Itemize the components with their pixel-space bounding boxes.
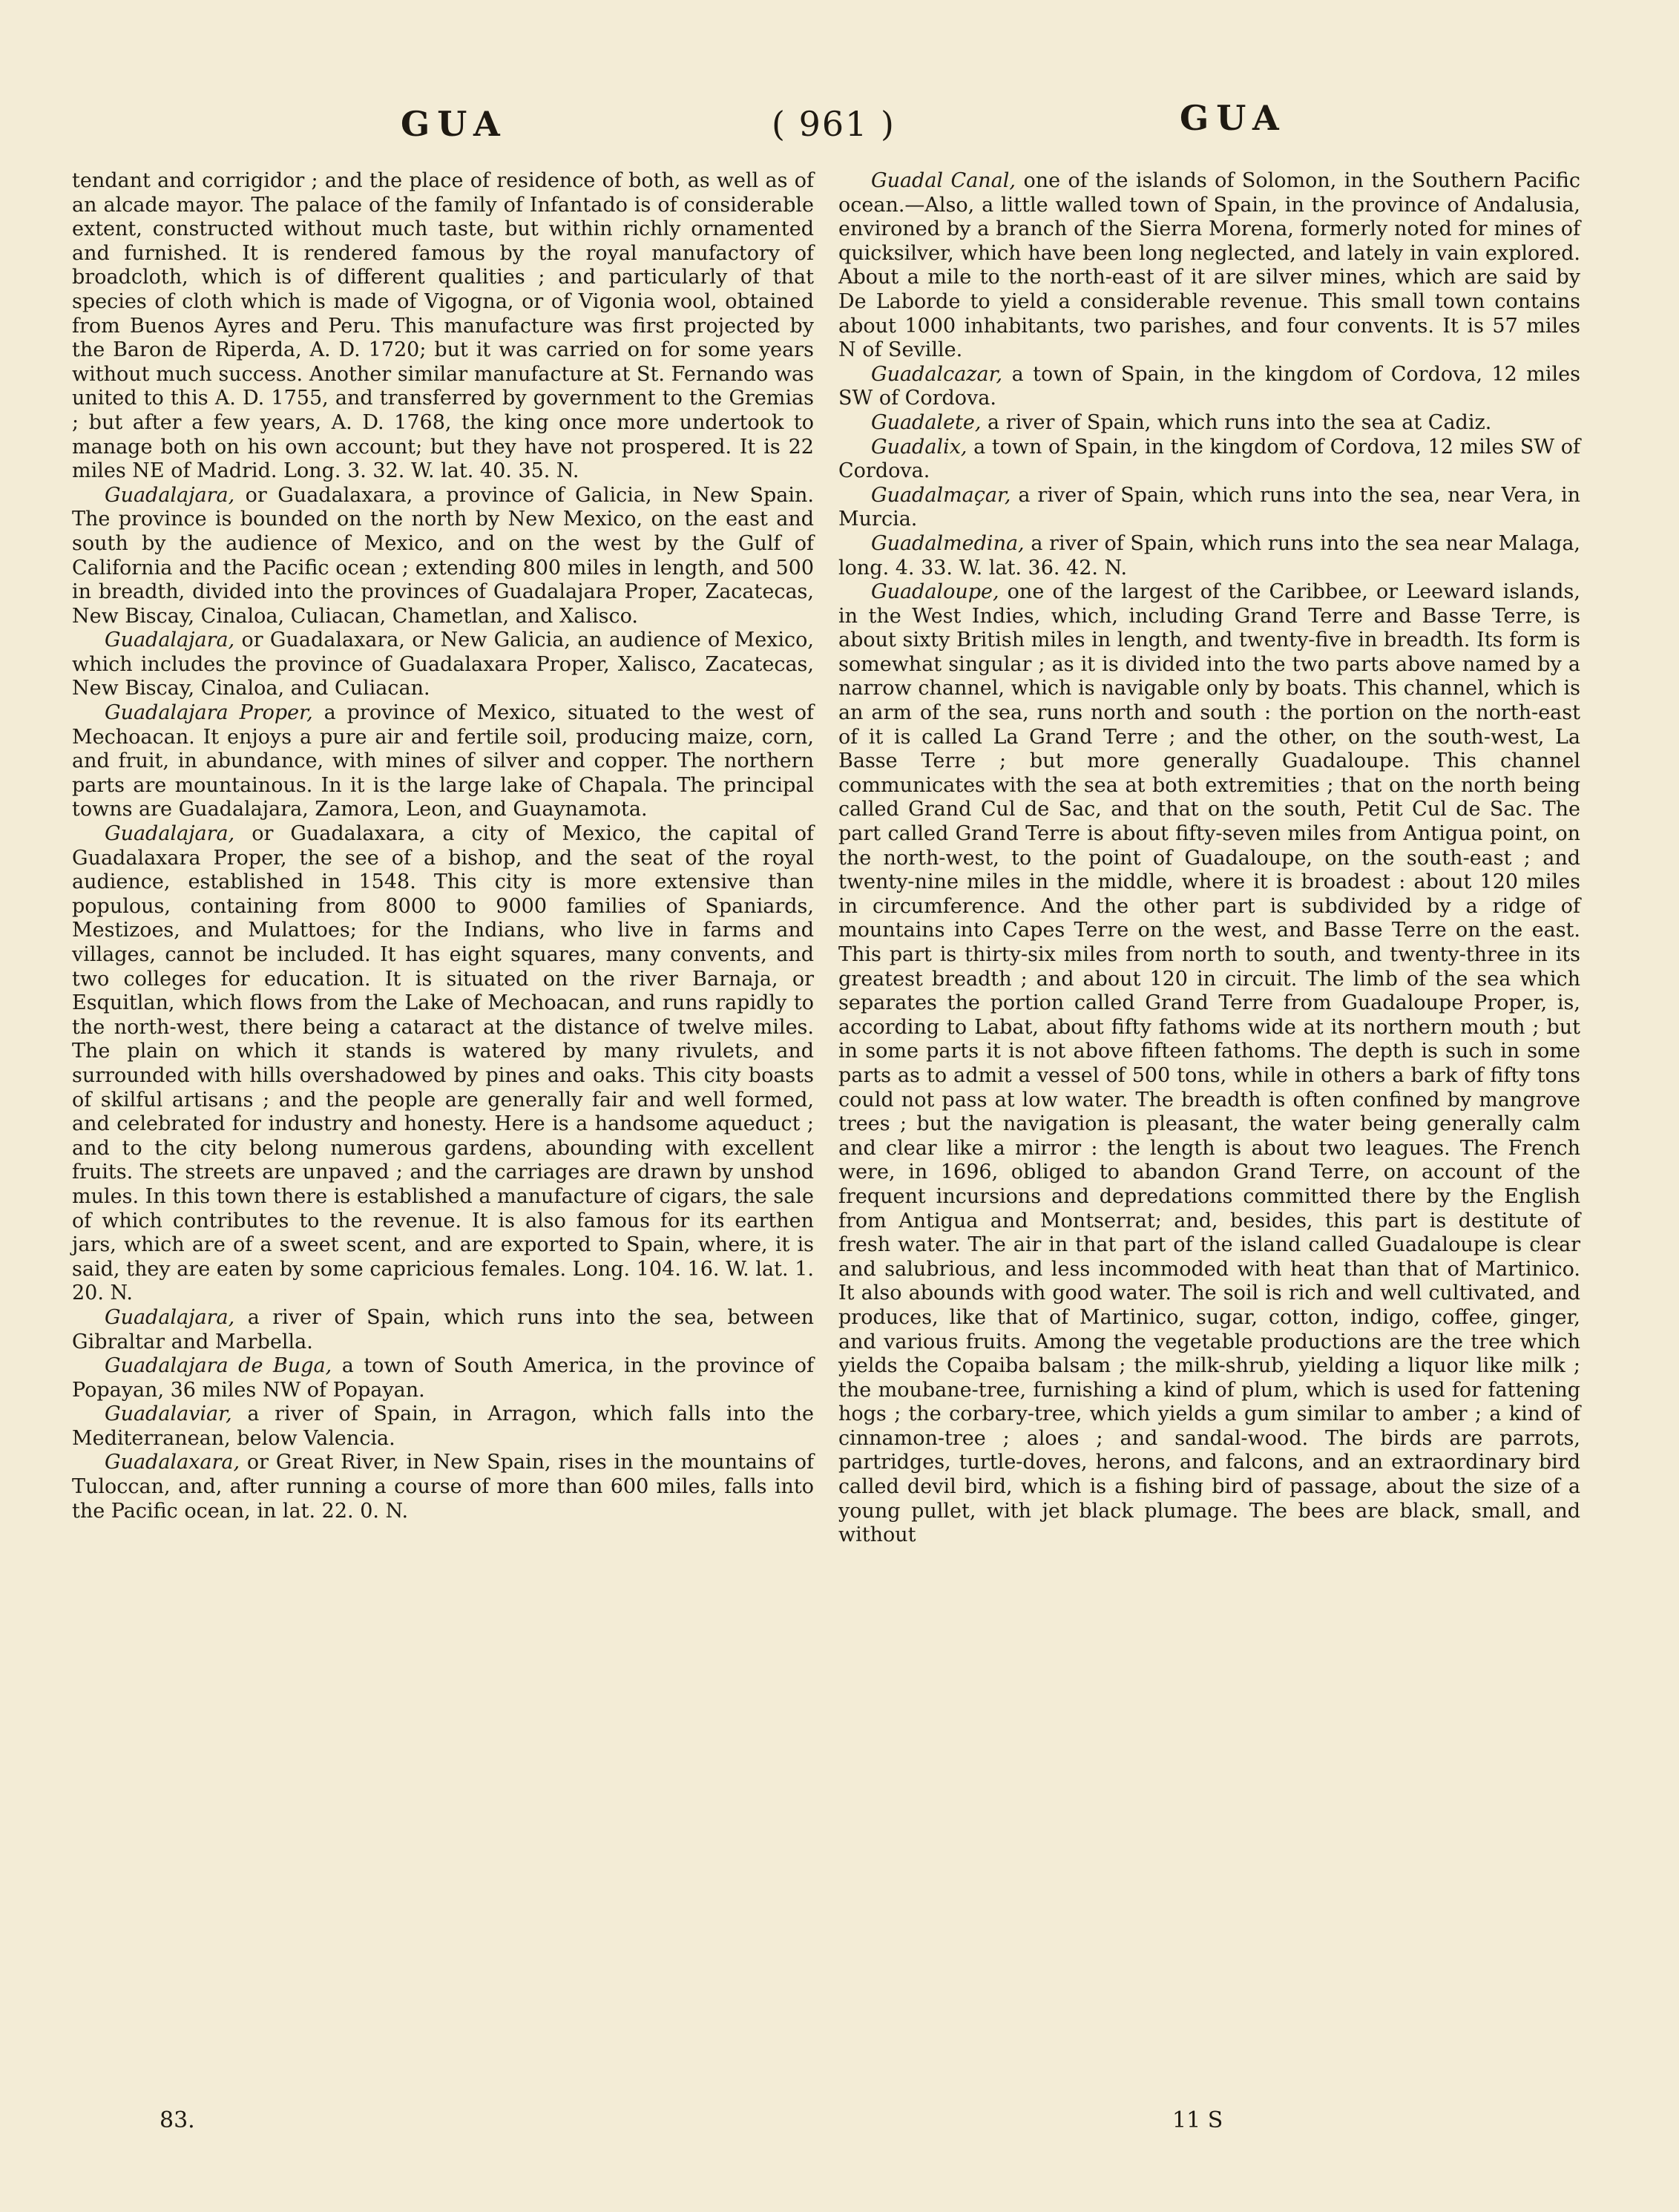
entry-term: Guadalete, [871, 410, 982, 434]
entry-paragraph: Guadalmaçar, a river of Spain, which runs into the sea, near Vera, in Murcia. [838, 483, 1580, 531]
entry-paragraph: tendant and corrigidor ; and the place of residence of both, as well as of an alcade mayor. The palace of the family of Infantado is of considerable extent, constructed without much taste, but within richly ornamented and furnished. It is rendered famous by the royal manufactory of broadcloth, which is of different qualities ; and particularly of that species of cloth which is made of Vigogna, or of Vigonia wool, obtained from Buenos Ayres and Peru. This manufacture was first projected by the Baron de Riperda, A. D. 1720; but it was carried on for some years without much success. Another similar manufacture at St. Fernando was united to this A. D. 1755, and transferred by government to the Gremias ; but after a few years, A. D. 1768, the king once more undertook to manage both on his own account; but they have not prospered. It is 22 miles NE of Madrid. Long. 3. 32. W. lat. 40. 35. N. [72, 169, 814, 483]
header-left-guideword: GUA [401, 104, 507, 144]
signature-mark-right: 11 S [1172, 2107, 1223, 2133]
entry-term: Guadalcazar, [871, 362, 1003, 386]
entry-paragraph: Guadalmedina, a river of Spain, which runs into the sea near Malaga, long. 4. 33. W. lat. 36. 42. N. [838, 531, 1580, 580]
entry-paragraph: Guadalajara, or Guadalaxara, a city of Mexico, the capital of Guadalaxara Proper, the see of a bishop, and the seat of the royal audience, established in 1548. This city is more extensive than populous, containing from 8000 to 9000 families of Spaniards, Mestizoes, and Mulattoes; for the Indians, who live in farms and villages, cannot be included. It has eight squares, many convents, and two colleges for education. It is situated on the river Barnaja, or Esquitlan, which flows from the Lake of Mechoacan, and runs rapidly to the north-west, there being a cataract at the distance of twelve miles. The plain on which it stands is watered by many rivulets, and surrounded with hills overshadowed by pines and oaks. This city boasts of skilful artisans ; and the people are generally fair and well formed, and celebrated for industry and honesty. Here is a handsome aqueduct ; and to the city belong numerous gardens, abounding with excellent fruits. The streets are unpaved ; and the carriages are drawn by unshod mules. In this town there is established a manufacture of cigars, the sale of which contributes to the revenue. It is also famous for its earthen jars, which are of a sweet scent, and are exported to Spain, where, it is said, they are eaten by some capricious females. Long. 104. 16. W. lat. 1. 20. N. [72, 822, 814, 1305]
entry-paragraph: Guadaloupe, one of the largest of the Caribbee, or Leeward islands, in the West Indies, which, including Grand Terre and Basse Terre, is about sixty British miles in length, and twenty-five in breadth. Its form is somewhat singular ; as it is divided into the two parts above named by a narrow channel, which is navigable only by boats. This channel, which is an arm of the sea, runs north and south : the portion on the north-east of it is called La Grand Terre ; and the other, on the south-west, La Basse Terre ; but more generally Guadaloupe. This channel communicates with the sea at both extremities ; that on the north being called Grand Cul de Sac, and that on the south, Petit Cul de Sac. The part called Grand Terre is about fifty-seven miles from Antigua point, on the north-west, to the point of Guadaloupe, on the south-east ; and twenty-nine miles in the middle, where it is broadest : about 120 miles in circumference. And the other part is subdivided by a ridge of mountains into Capes Terre on the west, and Basse Terre on the east. This part is thirty-six miles from north to south, and twenty-three in its greatest breadth ; and about 120 in circuit. The limb of the sea which separates the portion called Grand Terre from Guadaloupe Proper, is, according to Labat, about fifty fathoms wide at its northern mouth ; but in some parts it is not above fifteen fathoms. The depth is such in some parts as to admit a vessel of 500 tons, while in others a bark of fifty tons could not pass at low water. The breadth is often confined by mangrove trees ; but the navigation is pleasant, the water being generally calm and clear like a mirror : the length is about two leagues. The French were, in 1696, obliged to abandon Grand Terre, on account of the frequent incursions and depredations committed there by the English from Antigua and Montserrat; and, besides, this part is destitute of fresh water. The air in that part of the island called Guadaloupe is clear and salubrious, and less incommoded with heat than that of Martinico. It also abounds with good water. The soil is rich and well cultivated, and produces, like that of Martinico, sugar, cotton, indigo, coffee, ginger, and various fruits. Among the vegetable productions are the tree which yields the Copaiba balsam ; the milk-shrub, yielding a liquor like milk ; the moubane-tree, furnishing a kind of plum, which is used for fattening hogs ; the corbary-tree, which yields a gum similar to amber ; a kind of cinnamon-tree ; aloes ; and sandal-wood. The birds are parrots, partridges, turtle-doves, herons, and falcons, and an extraordinary bird called devil bird, which is a fishing bird of passage, about the size of a young pullet, with jet black plumage. The bees are black, small, and without [838, 580, 1580, 1547]
page-number: ( 961 ) [772, 104, 896, 144]
running-header [0, 98, 1679, 156]
entry-term: Guadalmaçar, [871, 483, 1011, 507]
entry-paragraph: Guadalajara, a river of Spain, which runs into the sea, between Gibraltar and Marbella. [72, 1305, 814, 1353]
entry-paragraph: Guadalajara de Buga, a town of South America, in the province of Popayan, 36 miles NW of Popayan. [72, 1354, 815, 1402]
entry-term: Guadalajara de Buga, [105, 1354, 332, 1378]
entry-term: Guadalajara, [105, 629, 235, 652]
entry-paragraph: Guadalix, a town of Spain, in the kingdom of Cordova, 12 miles SW of Cordova. [838, 435, 1580, 483]
entry-term: Guadalajara Proper, [105, 701, 313, 725]
entry-term: Guadal Canal, [871, 169, 1016, 192]
header-right-guideword: GUA [1180, 98, 1287, 138]
entry-term: Guadalmedina, [871, 531, 1025, 555]
entry-term: Guadaloupe, [871, 580, 999, 604]
entry-paragraph: Guadalajara Proper, a province of Mexico, situated to the west of Mechoacan. It enjoys a pure air and fertile soil, producing maize, corn, and fruit, in abundance, with mines of silver and copper. The northern parts are mountainous. In it is the large lake of Chapala. The principal towns are Guadalajara, Zamora, Leon, and Guaynamota. [72, 701, 814, 821]
left-column [72, 169, 814, 1523]
right-column [838, 169, 1580, 1548]
entry-paragraph: Guadalete, a river of Spain, which runs into the sea at Cadiz. [871, 410, 1492, 434]
entry-paragraph: Guadalaviar, a river of Spain, in Arragon, which falls into the Mediterranean, below Valencia. [72, 1402, 814, 1450]
entry-paragraph: Guadalcazar, a town of Spain, in the kingdom of Cordova, 12 miles SW of Cordova. [838, 362, 1580, 410]
entry-term: Guadalix, [871, 435, 967, 459]
entry-term: Guadalaviar, [105, 1402, 232, 1426]
entry-term: Guadalajara, [105, 1305, 235, 1329]
entry-term: Guadalaxara, [105, 1451, 240, 1474]
entry-paragraph: Guadalaxara, or Great River, in New Spain, rises in the mountains of Tuloccan, and, after running a course of more than 600 miles, falls into the Pacific ocean, in lat. 22. 0. N. [72, 1451, 814, 1523]
entry-paragraph: Guadalajara, or Guadalaxara, a province of Galicia, in New Spain. The province is bounded on the north by New Mexico, on the east and south by the audience of Mexico, and on the west by the Gulf of California and the Pacific ocean ; extending 800 miles in length, and 500 in breadth, divided into the provinces of Guadalajara Proper, Zacatecas, New Biscay, Cinaloa, Culiacan, Chametlan, and Xalisco. [72, 483, 814, 628]
signature-mark-left: 83. [160, 2107, 195, 2133]
entry-paragraph: Guadal Canal, one of the islands of Solomon, in the Southern Pacific ocean.—Also, a little walled town of Spain, in the province of Andalusia, environed by a branch of the Sierra Morena, formerly noted for mines of quicksilver, which have been long neglected, and lately in vain explored. About a mile to the north-east of it are silver mines, which are said by De Laborde to yield a considerable revenue. This small town contains about 1000 inhabitants, two parishes, and four convents. It is 57 miles N of Seville. [838, 169, 1580, 362]
entry-paragraph: Guadalajara, or Guadalaxara, or New Galicia, an audience of Mexico, which includes the province of Guadalaxara Proper, Xalisco, Zacatecas, New Biscay, Cinaloa, and Culiacan. [72, 629, 814, 700]
entry-term: Guadalajara, [105, 822, 235, 846]
entry-term: Guadalajara, [105, 483, 235, 507]
